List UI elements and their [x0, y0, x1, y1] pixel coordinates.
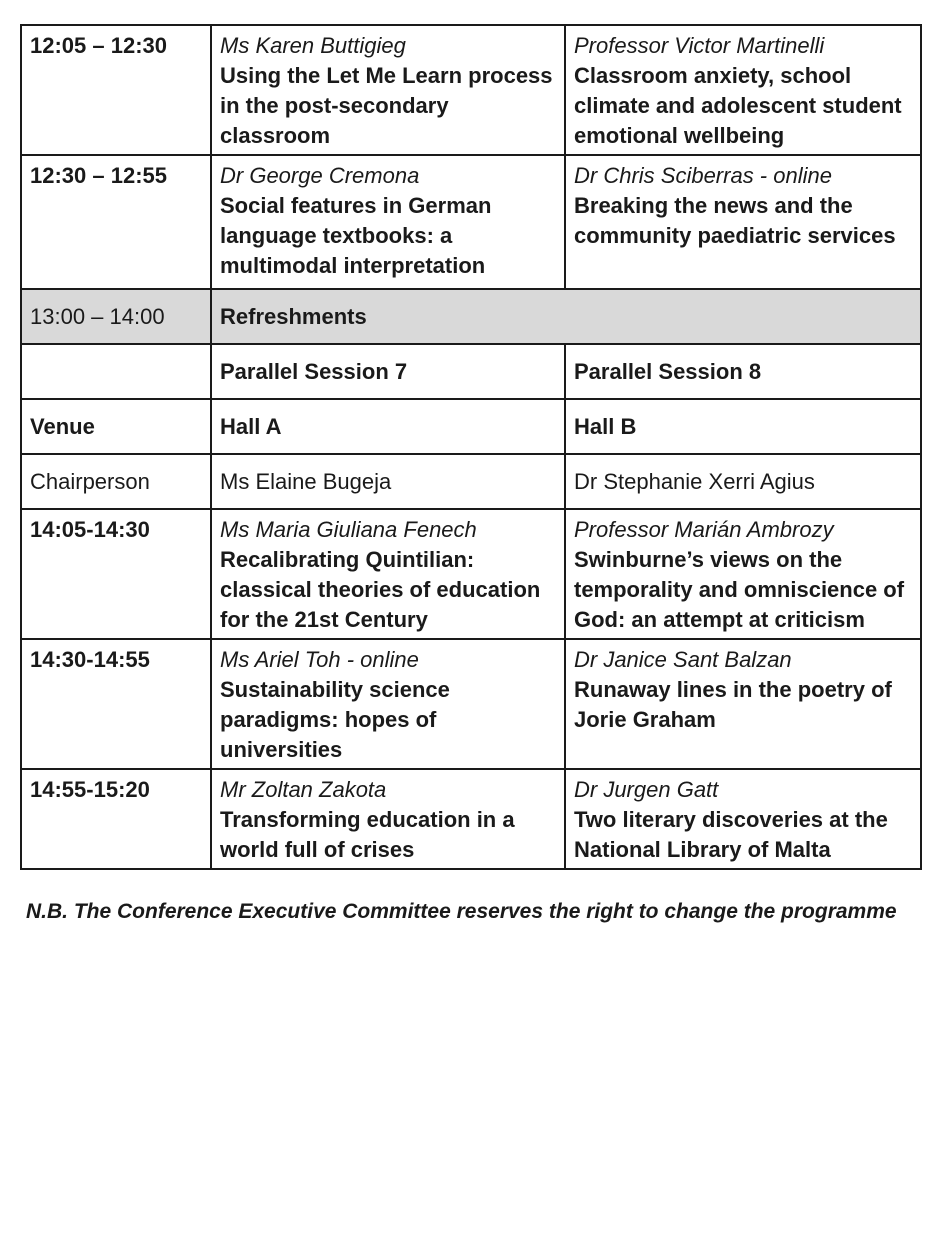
talk-title: Classroom anxiety, school climate and adolescent student emotional wellbeing — [574, 63, 902, 148]
session-header-row — [21, 344, 921, 399]
session-b-cell — [565, 155, 921, 289]
chair-row — [21, 454, 921, 509]
table-row — [21, 155, 921, 289]
talk-title: Transforming education in a world full of crises — [220, 807, 515, 862]
session-a-cell — [211, 769, 565, 869]
session-b-heading: Parallel Session 8 — [565, 344, 921, 399]
session-b-cell — [565, 25, 921, 155]
chair-b: Dr Stephanie Xerri Agius — [565, 454, 921, 509]
talk-title: Using the Let Me Learn process in the post-secondary classroom — [220, 63, 553, 148]
chair-a: Ms Elaine Bugeja — [211, 454, 565, 509]
speaker-name: Ms Ariel Toh - online — [220, 647, 419, 672]
talk-title: Swinburne’s views on the temporality and omniscience of God: an attempt at criticism — [574, 547, 905, 632]
time-cell: 14:05-14:30 — [21, 509, 211, 639]
talk-title: Recalibrating Quintilian: classical theories of education for the 21st Century — [220, 547, 541, 632]
venue-row — [21, 399, 921, 454]
session-b-cell — [565, 769, 921, 869]
speaker-name: Ms Maria Giuliana Fenech — [220, 517, 477, 542]
talk-title: Two literary discoveries at the National Library of Malta — [574, 807, 888, 862]
chair-label: Chairperson — [21, 454, 211, 509]
talk-title: Breaking the news and the community paediatric services — [574, 193, 896, 248]
speaker-name: Dr George Cremona — [220, 163, 420, 188]
session-a-cell — [211, 639, 565, 769]
footnote: N.B. The Conference Executive Committee reserves the right to change the programme — [26, 900, 897, 923]
programme-table — [20, 24, 922, 870]
time-cell: 12:30 – 12:55 — [21, 155, 211, 289]
speaker-name: Ms Karen Buttigieg — [220, 33, 406, 58]
session-a-cell — [211, 509, 565, 639]
table-row — [21, 509, 921, 639]
empty-cell — [21, 344, 211, 399]
session-a-cell — [211, 25, 565, 155]
break-time: 13:00 – 14:00 — [21, 289, 211, 344]
session-b-cell — [565, 639, 921, 769]
break-label: Refreshments — [211, 289, 921, 344]
speaker-name: Dr Chris Sciberras - online — [574, 163, 832, 188]
table-row — [21, 639, 921, 769]
talk-title: Social features in German language textbooks: a multimodal interpretation — [220, 193, 492, 278]
venue-b: Hall B — [565, 399, 921, 454]
talk-title: Runaway lines in the poetry of Jorie Graham — [574, 677, 892, 732]
venue-label: Venue — [21, 399, 211, 454]
break-row — [21, 289, 921, 344]
table-row — [21, 769, 921, 869]
time-cell: 14:55-15:20 — [21, 769, 211, 869]
session-a-cell — [211, 155, 565, 289]
session-a-heading: Parallel Session 7 — [211, 344, 565, 399]
session-b-cell — [565, 509, 921, 639]
speaker-name: Mr Zoltan Zakota — [220, 777, 387, 802]
venue-a: Hall A — [211, 399, 565, 454]
table-row — [21, 25, 921, 155]
time-cell: 12:05 – 12:30 — [21, 25, 211, 155]
speaker-name: Dr Jurgen Gatt — [574, 777, 719, 802]
speaker-name: Dr Janice Sant Balzan — [574, 647, 792, 672]
speaker-name: Professor Victor Martinelli — [574, 33, 825, 58]
speaker-name: Professor Marián Ambrozy — [574, 517, 834, 542]
talk-title: Sustainability science paradigms: hopes of universities — [220, 677, 450, 762]
time-cell: 14:30-14:55 — [21, 639, 211, 769]
